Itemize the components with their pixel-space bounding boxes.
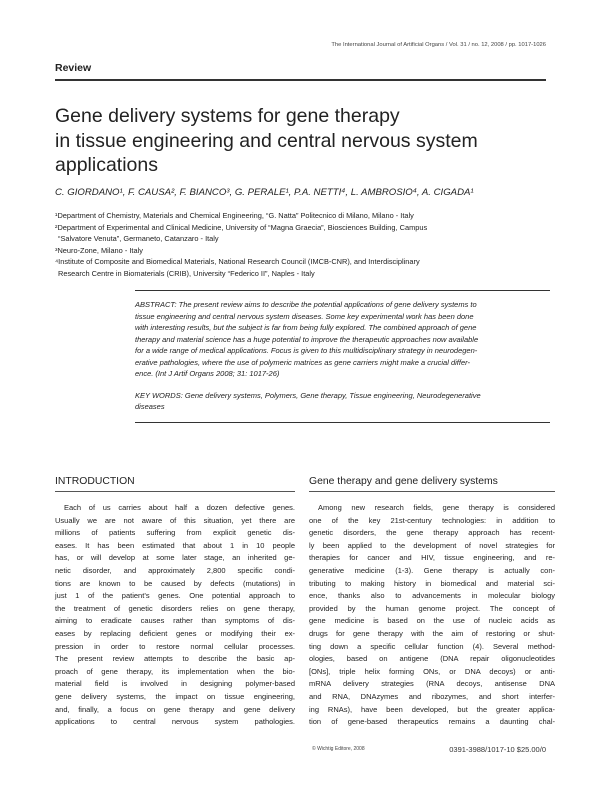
affiliation-line: ¹Department of Chemistry, Materials and Chemical Engineering, “G. Natta” Politecnico di Milano, Milano - Italy [55,211,414,220]
affiliation-line: ⁴Institute of Composite and Biomedical Materials, National Research Council (IMCB-CNR), and Interdisciplinary [55,257,420,266]
body-line: The present review attempts to describe the basic ap- [55,654,295,664]
body-line: genetic disorders, the gene therapy approach has recent- [309,528,555,538]
abstract-line: for a wide range of medical applications. Focus is given to this multidisciplinary strategy in neurodegen- [135,346,478,355]
body-line: applications to central nervous system pathologies. [55,717,295,727]
body-line: eases. It has been estimated that about 1 in 10 people [55,540,295,550]
body-line: drugs for gene therapy with the aim of restoring or shut- [309,628,555,638]
body-line: ence, thanks also to advancements in molecular biology [309,591,555,601]
body-line: gene medicine is based on the use of nucleic acids as [309,616,555,626]
body-line: one of the key 21st-century technologies: in addition to [309,515,555,525]
body-line: provided by the human genome project. The concept of [309,603,555,613]
body-line: proach of gene therapy, its implementation when the bio- [55,666,295,676]
body-line: has, or will develop at some later stage, an inherited ge- [55,553,295,563]
abstract-line: therapy and material science has a huge potential to improve the therapeutic approaches now available [135,334,479,344]
body-line: therapies for cancer and HIV, tissue engineering, and re- [309,553,555,563]
introduction-column [55,476,295,729]
body-line: aiming to eradicate causes rather than symptoms of dis- [55,616,295,626]
body-line: tions are known to be caused by defects (mutations) in [55,578,295,588]
abstract-line: ABSTRACT: The present review aims to describe the potential applications of gene delivery systems to [135,300,477,309]
affiliation-line: “Salvatore Venuta”, Germaneto, Catanzaro - Italy [58,234,219,243]
abstract-line: ence. (Int J Artif Organs 2008; 31: 1017-26) [135,369,280,378]
title-line: in tissue engineering and central nervous system [55,129,478,152]
body-line: tributing to making history in biomedical and material sci- [309,578,555,588]
body-line: Usually we are not aware of this situation, yet there are [55,515,295,525]
body-line: netic disorder, and approximately 2,800 specific condi- [55,565,295,575]
keywords-line: KEY WORDS: Gene delivery systems, Polymers, Gene therapy, Tissue engineering, Neurodegenerative [135,390,481,400]
abstract-box [135,290,550,423]
header-rule [55,79,546,81]
keywords-line: diseases [135,402,165,411]
title-line: Gene delivery systems for gene therapy [55,105,400,127]
body-line: tion of gene-based therapeutics remains a daunting chal- [309,717,555,727]
body-line: just 1 of the patient’s genes. One potential approach to [55,591,295,601]
section-label: Review [55,62,92,74]
gene-therapy-column [309,476,555,729]
body-line: [ONs], triple helix forming ONs, or DNA decoys) or anti- [309,666,555,676]
abstract-line: tissue engineering and central nervous system diseases. Some key experimental work has been done [135,311,474,321]
body-line: millions of patients suffering from explicit genetic dis- [55,528,295,538]
keywords [135,390,550,413]
abstract-line: with interesting results, but the subject is far from being fully explored. The combined approach of gene [135,323,477,332]
body-line: ing RNAs), have been developed, but the greater applica- [309,704,555,714]
body-line: mRNA delivery strategies (RNA decoys, antisense DNA [309,679,555,689]
affiliation-line: ²Department of Experimental and Clinical Medicine, University of “Magna Graecia”, Biosciences Building, Campus [55,222,428,232]
affiliations [55,210,555,279]
body-line: material field is involved in designing polymer-based [55,679,295,689]
gene-therapy-body [309,502,555,729]
gene-therapy-heading: Gene therapy and gene delivery systems [309,476,555,492]
abstract-line: erative pathologies, where the use of polymeric matrices as gene carriers might make a crucial differ- [135,357,471,367]
body-line: Among new research fields, gene therapy is considered [318,503,555,512]
introduction-heading: INTRODUCTION [55,476,295,492]
body-line: and RNA, DNAzymes and ribozymes, and short interfer- [309,691,555,701]
body-line: pression in order to restore normal cellular processes. [55,641,295,651]
body-line: eases by replacing deficient genes or modifying their ex- [55,628,295,638]
body-line: ly been applied to the development of novel strategies for [309,540,555,550]
body-line: Each of us carries about half a dozen defective genes. [64,503,295,512]
body-line: ologies, based on antigene (DNA repair oligonucleotides [309,654,555,664]
article-title [55,104,555,178]
copyright-notice: © Wichtig Editore, 2008 [312,746,365,752]
body-line: ting down a specific cellular function (4). Several method- [309,641,555,651]
affiliation-line: Research Centre in Biomaterials (CRIB), University “Federico II”, Naples - Italy [58,268,315,278]
journal-citation: The International Journal of Artificial Organs / Vol. 31 / no. 12, 2008 / pp. 1017-1026 [331,42,546,48]
abstract [135,299,550,380]
affiliation-line: ³Neuro-Zone, Milano - Italy [55,245,143,255]
body-line: gene delivery systems, the impact on tissue engineering, [55,691,295,701]
title-line: applications [55,154,158,176]
body-line: generative medicine (1-3). Gene therapy is actually con- [309,565,555,575]
author-list: C. GIORDANO¹, F. CAUSA², F. BIANCO³, G. PERALE¹, P.A. NETTI⁴, L. AMBROSIO⁴, A. CIGADA¹ [55,187,474,198]
article-code: 0391-3988/1017-10 $25.00/0 [449,745,546,754]
introduction-body [55,502,295,729]
body-line: and, finally, a focus on gene therapy and gene delivery [55,704,295,714]
body-line: the treatment of genetic disorders relies on gene therapy, [55,603,295,613]
